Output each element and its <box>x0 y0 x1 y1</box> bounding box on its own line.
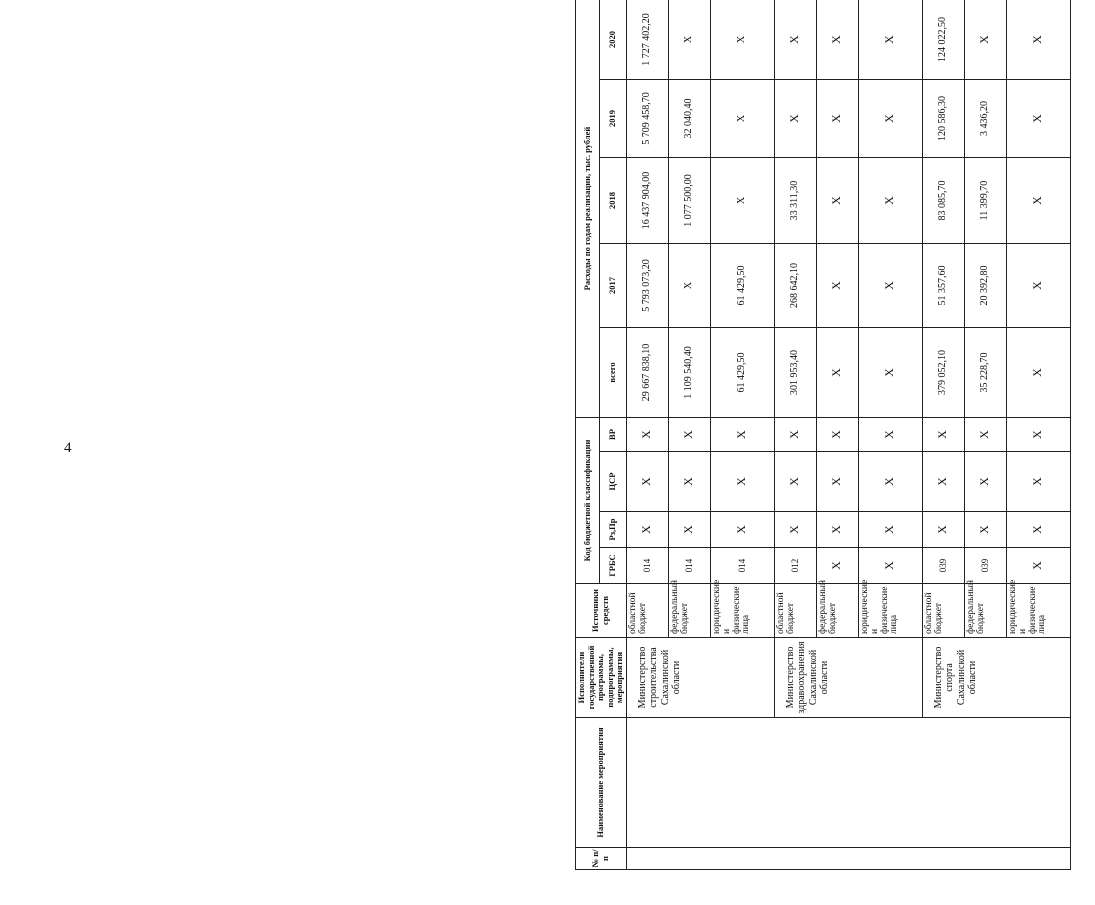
rzpr-cell: X <box>668 512 710 548</box>
header-vr: ВР <box>600 418 627 452</box>
rzpr-cell: X <box>922 512 964 548</box>
rzpr-cell: X <box>710 512 774 548</box>
y2018-cell: 83 085,70 <box>922 158 964 244</box>
grbs-cell: X <box>1006 548 1070 584</box>
y2019-cell: X <box>1006 80 1070 158</box>
y2020-cell: 1 727 402,20 <box>626 0 668 80</box>
source-cell: федеральный бюджет <box>964 584 1006 638</box>
total-cell: X <box>816 328 858 418</box>
grbs-cell: 039 <box>922 548 964 584</box>
total-cell: X <box>1006 328 1070 418</box>
header-2019: 2019 <box>600 80 627 158</box>
total-cell: X <box>858 328 922 418</box>
y2019-cell: X <box>816 80 858 158</box>
y2018-cell: X <box>1006 158 1070 244</box>
source-cell: областной бюджет <box>922 584 964 638</box>
vr-cell: X <box>816 418 858 452</box>
expenses-table <box>575 0 1071 870</box>
executor-cell: Министерство спорта Сахалинской области <box>922 638 1070 718</box>
page-number: 4 <box>64 440 72 456</box>
vr-cell: X <box>774 418 816 452</box>
y2019-cell: X <box>710 80 774 158</box>
y2020-cell: X <box>858 0 922 80</box>
vr-cell: X <box>710 418 774 452</box>
y2019-cell: 120 586,30 <box>922 80 964 158</box>
total-cell: 1 109 540,40 <box>668 328 710 418</box>
grbs-cell: X <box>816 548 858 584</box>
csr-cell: X <box>668 452 710 512</box>
total-cell: 301 953,40 <box>774 328 816 418</box>
rotated-table-container <box>575 0 1095 870</box>
y2020-cell: 124 022,50 <box>922 0 964 80</box>
y2019-cell: 3 436,20 <box>964 80 1006 158</box>
csr-cell: X <box>774 452 816 512</box>
grbs-cell: X <box>858 548 922 584</box>
y2018-cell: 11 399,70 <box>964 158 1006 244</box>
total-cell: 379 052,10 <box>922 328 964 418</box>
y2017-cell: X <box>816 244 858 328</box>
total-cell: 35 228,70 <box>964 328 1006 418</box>
y2018-cell: 16 437 904,00 <box>626 158 668 244</box>
csr-cell: X <box>964 452 1006 512</box>
grbs-cell: 014 <box>710 548 774 584</box>
header-name: Наименование мероприятия <box>576 718 627 848</box>
y2017-cell: X <box>668 244 710 328</box>
y2020-cell: X <box>1006 0 1070 80</box>
rzpr-cell: X <box>816 512 858 548</box>
table-row <box>626 0 668 870</box>
y2020-cell: X <box>774 0 816 80</box>
csr-cell: X <box>1006 452 1070 512</box>
csr-cell: X <box>858 452 922 512</box>
header-2017: 2017 <box>600 244 627 328</box>
vr-cell: X <box>858 418 922 452</box>
total-cell: 29 667 838,10 <box>626 328 668 418</box>
vr-cell: X <box>964 418 1006 452</box>
num-cell <box>626 848 1070 870</box>
y2018-cell: 33 311,30 <box>774 158 816 244</box>
header-csr: ЦСР <box>600 452 627 512</box>
header-num: № п/п <box>576 848 627 870</box>
y2019-cell: 5 709 458,70 <box>626 80 668 158</box>
y2019-cell: X <box>858 80 922 158</box>
rzpr-cell: X <box>1006 512 1070 548</box>
name-cell <box>626 718 1070 848</box>
y2017-cell: 51 357,60 <box>922 244 964 328</box>
header-rzpr: Рз,Пр <box>600 512 627 548</box>
header-2018: 2018 <box>600 158 627 244</box>
vr-cell: X <box>626 418 668 452</box>
y2017-cell: 61 429,50 <box>710 244 774 328</box>
y2017-cell: X <box>1006 244 1070 328</box>
y2018-cell: 1 077 500,00 <box>668 158 710 244</box>
header-grbs: ГРБС <box>600 548 627 584</box>
grbs-cell: 039 <box>964 548 1006 584</box>
y2019-cell: X <box>774 80 816 158</box>
total-cell: 61 429,50 <box>710 328 774 418</box>
executor-cell: Министерство здравоохранения Сахалинской области <box>774 638 922 718</box>
csr-cell: X <box>626 452 668 512</box>
source-cell: юридические и физические лица <box>858 584 922 638</box>
header-source: Источники средств <box>576 584 627 638</box>
y2017-cell: 20 392,80 <box>964 244 1006 328</box>
source-cell: федеральный бюджет <box>668 584 710 638</box>
y2020-cell: X <box>710 0 774 80</box>
header-2020: 2020 <box>600 0 627 80</box>
rzpr-cell: X <box>774 512 816 548</box>
csr-cell: X <box>816 452 858 512</box>
header-expenses: Расходы по годам реализации, тыс. рублей <box>576 0 600 418</box>
source-cell: областной бюджет <box>774 584 816 638</box>
y2020-cell: X <box>964 0 1006 80</box>
y2020-cell: X <box>668 0 710 80</box>
header-total: всего <box>600 328 627 418</box>
source-cell: юридические и физические лица <box>1006 584 1070 638</box>
y2018-cell: X <box>710 158 774 244</box>
grbs-cell: 014 <box>626 548 668 584</box>
source-cell: юридические и физические лица <box>710 584 774 638</box>
csr-cell: X <box>710 452 774 512</box>
rzpr-cell: X <box>626 512 668 548</box>
executor-cell: Министерство строительства Сахалинской области <box>626 638 774 718</box>
source-cell: федеральный бюджет <box>816 584 858 638</box>
y2019-cell: 32 040,40 <box>668 80 710 158</box>
header-executor: Исполнители государственной программы, подпрограммы, мероприятия <box>576 638 627 718</box>
vr-cell: X <box>668 418 710 452</box>
rzpr-cell: X <box>964 512 1006 548</box>
grbs-cell: 012 <box>774 548 816 584</box>
y2017-cell: 5 793 073,20 <box>626 244 668 328</box>
y2018-cell: X <box>816 158 858 244</box>
vr-cell: X <box>1006 418 1070 452</box>
grbs-cell: 014 <box>668 548 710 584</box>
csr-cell: X <box>922 452 964 512</box>
vr-cell: X <box>922 418 964 452</box>
y2018-cell: X <box>858 158 922 244</box>
y2017-cell: X <box>858 244 922 328</box>
source-cell: областной бюджет <box>626 584 668 638</box>
header-budget-code: Код бюджетной классификации <box>576 418 600 584</box>
y2020-cell: X <box>816 0 858 80</box>
rzpr-cell: X <box>858 512 922 548</box>
y2017-cell: 268 642,10 <box>774 244 816 328</box>
